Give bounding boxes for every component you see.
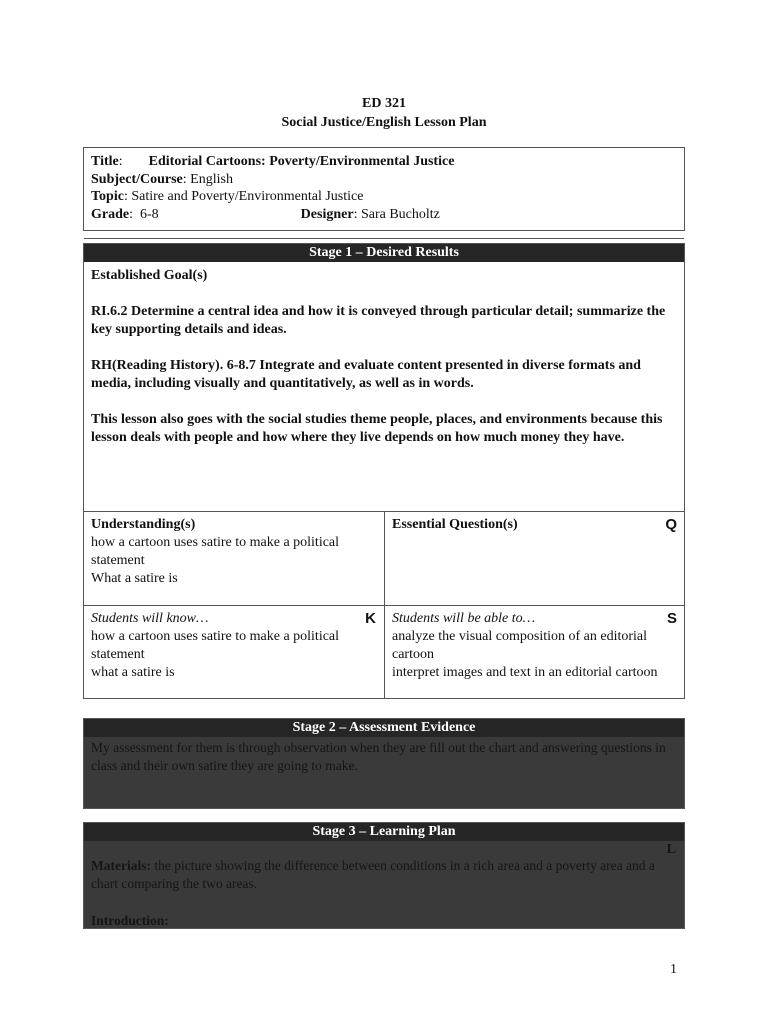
page-number: 1 (670, 962, 677, 977)
stage2-section (83, 718, 685, 809)
essential-questions-cell (385, 512, 685, 606)
essential-questions-heading: Essential Question(s) (392, 517, 518, 532)
grade-label: Grade (91, 206, 130, 222)
able-letter: S (666, 610, 677, 627)
topic-value: Satire and Poverty/Environmental Justice (131, 189, 364, 204)
students-will-know-cell (84, 606, 385, 699)
goal-ri-6-2: RI.6.2 Determine a central idea and how it is conveyed through particular detail; summarize the key supporting details and ideas. (91, 304, 666, 337)
introduction-paragraph (84, 894, 684, 932)
established-goals (84, 263, 684, 512)
goals-heading: Established Goal(s) (91, 268, 208, 283)
topic-label: Topic (91, 189, 124, 204)
able-item: analyze the visual composition of an editorial cartoon (392, 629, 648, 662)
materials-label: Materials: (91, 858, 151, 873)
learning-letter: L (666, 842, 676, 857)
lesson-info-box (83, 147, 685, 231)
know-letter: K (365, 610, 376, 627)
goal-rh-6-8-7: RH(Reading History). 6-8.7 Integrate and evaluate content presented in diverse formats and media, including visually and quantitatively, as well as in words. (91, 358, 641, 391)
students-able-cell (385, 606, 685, 699)
title-value: Editorial Cartoons: Poverty/Environmental Justice (148, 154, 455, 169)
grade-value: 6-8 (140, 206, 159, 222)
designer-label: Designer (300, 206, 354, 222)
stage1-heading: Stage 1 – Desired Results (84, 244, 684, 262)
stage1-section (83, 243, 685, 699)
know-heading: Students will know… (91, 611, 209, 626)
able-item: interpret images and text in an editorial cartoon (392, 665, 658, 680)
know-item: what a satire is (91, 665, 175, 680)
title-row: Title: Editorial Cartoons: Poverty/Environmental Justice (91, 154, 455, 169)
designer-value: Sara Bucholtz (360, 206, 440, 222)
understandings-cell (84, 512, 385, 606)
topic-row: Topic: Satire and Poverty/Environmental Justice (91, 189, 364, 204)
title-label: Title (91, 154, 119, 169)
grade-row: Grade: 6-8 Designer: Sara Bucholtz (91, 206, 440, 222)
materials-text: the picture showing the difference between conditions in a rich area and a poverty area and a chart comparing the two areas. (91, 858, 655, 891)
subject-label: Subject/Course (91, 171, 183, 187)
subject-value: English (190, 171, 233, 187)
assessment-text: My assessment for them is through observation when they are fill out the chart and answering questions in class and their own satire they are going to make. (91, 740, 666, 773)
course-code: ED 321 (362, 96, 406, 111)
materials-paragraph (84, 841, 684, 894)
page-header (0, 94, 768, 132)
stage3-section (83, 822, 685, 929)
goal-social-studies: This lesson also goes with the social studies theme people, places, and environments because this lesson deals with people and how where they live depends on how much money they have. (91, 412, 663, 445)
subject-row: Subject/Course: English (91, 171, 233, 187)
stage2-heading: Stage 2 – Assessment Evidence (84, 719, 684, 737)
introduction-label: Introduction: (91, 913, 169, 928)
plan-title: Social Justice/English Lesson Plan (281, 115, 487, 130)
understanding-item: What a satire is (91, 571, 178, 586)
question-letter: Q (665, 516, 677, 533)
know-item: how a cartoon uses satire to make a political statement (91, 629, 340, 662)
stage1-top-rule (84, 238, 684, 239)
able-heading: Students will be able to… (392, 611, 536, 626)
understandings-heading: Understanding(s) (91, 517, 196, 532)
stage3-heading: Stage 3 – Learning Plan (84, 823, 684, 841)
understanding-item: how a cartoon uses satire to make a political statement (91, 535, 340, 568)
